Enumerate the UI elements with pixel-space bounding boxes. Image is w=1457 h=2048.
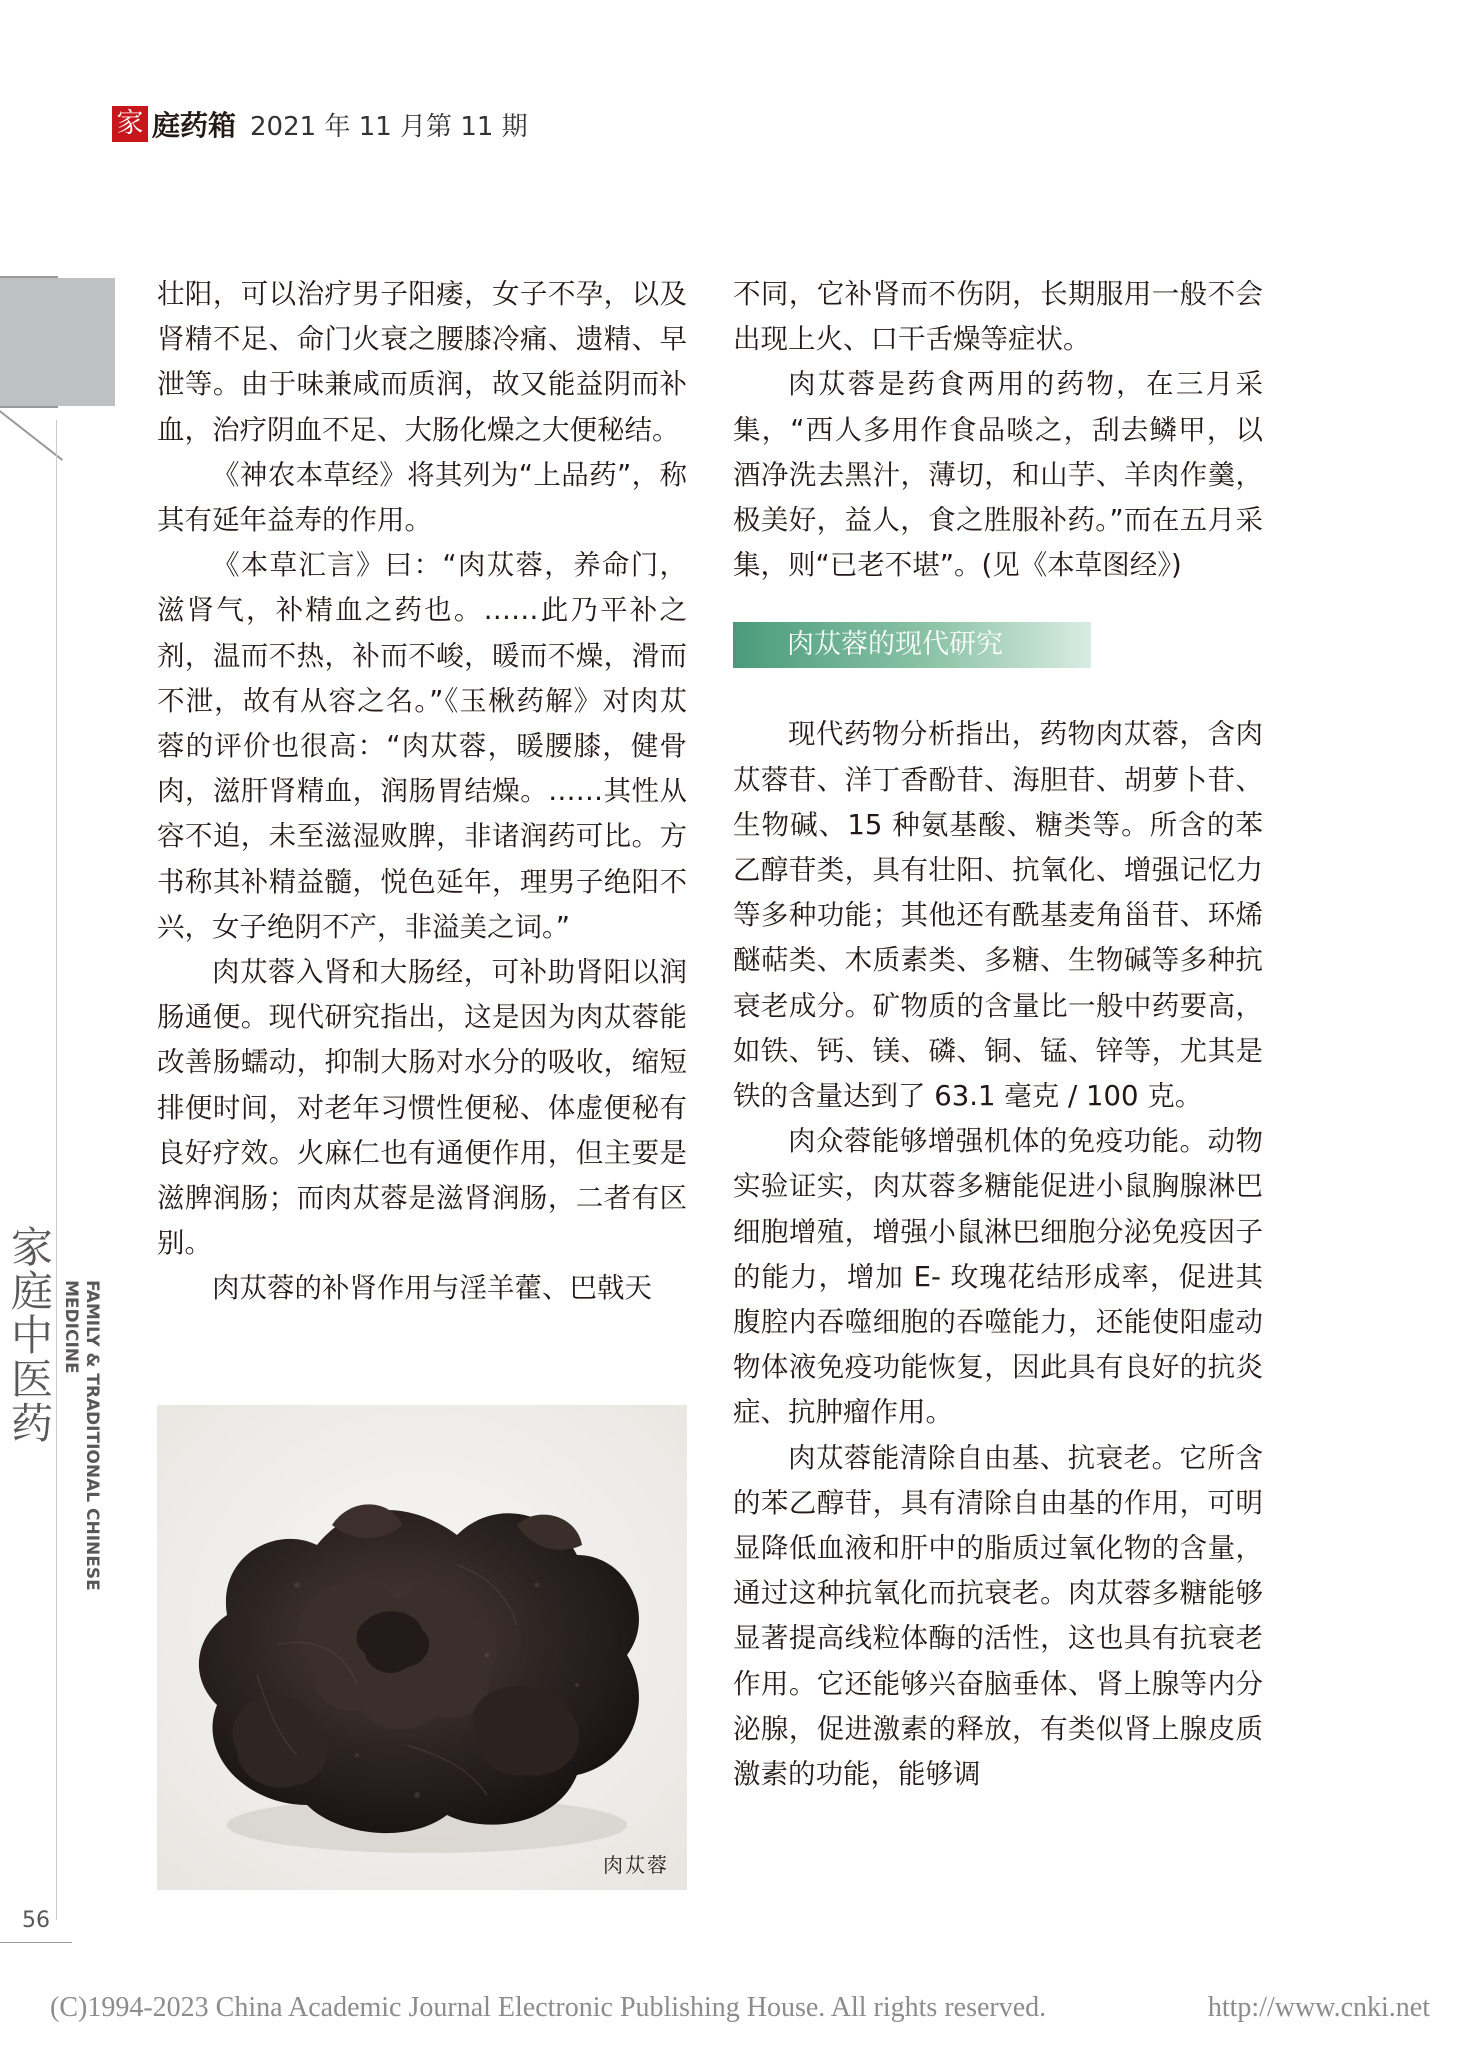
magazine-name: 庭药箱 — [152, 109, 237, 142]
left-text-column — [157, 272, 687, 1312]
section-title-chinese: 家庭中医药 — [5, 1225, 54, 1445]
paragraph: 《神农本草经》将其列为“上品药”，称其有延年益寿的作用。 — [157, 458, 687, 537]
magazine-logo-mark: 家 — [112, 106, 148, 142]
section-title-english: FAMILY & TRADITIONAL CHINESE MEDICINE — [61, 1280, 102, 1591]
side-divider-bottom — [0, 406, 58, 408]
footer-url: http://www.cnki.net — [1207, 1992, 1430, 2023]
side-tab-decoration — [0, 278, 115, 406]
dried-cistanche-slices-image — [157, 1405, 687, 1890]
side-divider-top — [0, 276, 58, 278]
section-heading: 肉苁蓉的现代研究 — [733, 622, 1091, 668]
right-text-column — [733, 272, 1263, 1797]
issue-date: 2021 年 11 月第 11 期 — [250, 111, 528, 142]
paragraph: 现代药物分析指出，药物肉苁蓉，含肉苁蓉苷、洋丁香酚苷、海胆苷、胡萝卜苷、生物碱、15 种氨基酸、糖类等。所含的苯乙醇苷类，具有壮阳、抗氧化、增强记忆力等多种功能；其他还有酰基麦角甾苷、环烯醚萜类、木质素类、多糖、生物碱等多种抗衰老成分。矿物质的含量比一般中药要高，如铁、钙、镁、磷、铜、锰、锌等，尤其是铁的含量达到了 63.1 毫克 / 100 克。 — [733, 718, 1263, 1113]
page-number-rule — [0, 1942, 72, 1943]
margin-vertical-rule — [56, 420, 57, 1920]
paragraph: 不同，它补肾而不伤阴，长期服用一般不会出现上火、口干舌燥等症状。 — [733, 278, 1263, 356]
paragraph: 壮阳，可以治疗男子阳痿，女子不孕，以及肾精不足、命门火衰之腰膝冷痛、遗精、早泄等。由于味兼咸而质润，故又能益阴而补血，治疗阴血不足、大肠化燥之大便秘结。 — [157, 278, 687, 446]
side-diagonal-line — [0, 410, 63, 461]
page-number: 56 — [22, 1908, 50, 1933]
paragraph: 《本草汇言》曰：“肉苁蓉，养命门，滋肾气，补精血之药也。……此乃平补之剂，温而不热，补而不峻，暖而不燥，滑而不泄，故有从容之名。”《玉楸药解》对肉苁蓉的评价也很高：“肉苁蓉，暖腰膝，健骨肉，滋肝肾精血，润肠胃结燥。……其性从容不迫，未至滋湿败脾，非诸润药可比。方书称其补精益髓，悦色延年，理男子绝阳不兴，女子绝阴不产，非溢美之词。” — [157, 549, 687, 943]
paragraph: 肉苁蓉是药食两用的药物，在三月采集，“西人多用作食品啖之，刮去鳞甲，以酒净洗去黑汁，薄切，和山芋、羊肉作羹，极美好，益人，食之胜服补药。”而在五月采集，则“已老不堪”。(见《本草图经》) — [733, 368, 1263, 582]
running-header — [112, 104, 528, 144]
photo-caption: 肉苁蓉 — [603, 1853, 669, 1877]
paragraph: 肉苁蓉入肾和大肠经，可补助肾阳以润肠通便。现代研究指出，这是因为肉苁蓉能改善肠蠕动，抑制大肠对水分的吸收，缩短排便时间，对老年习惯性便秘、体虚便秘有良好疗效。火麻仁也有通便作用，但主要是滋脾润肠；而肉苁蓉是滋肾润肠，二者有区别。 — [157, 956, 687, 1260]
copyright-text: (C)1994-2023 China Academic Journal Electronic Publishing House. All rights reserved. — [50, 1992, 1047, 2023]
cistanche-photo — [157, 1405, 687, 1890]
copyright-footer — [50, 1992, 1430, 2024]
paragraph: 肉苁蓉的补肾作用与淫羊藿、巴戟天 — [212, 1272, 652, 1305]
paragraph: 肉众蓉能够增强机体的免疫功能。动物实验证实，肉苁蓉多糖能促进小鼠胸腺淋巴细胞增殖，增强小鼠淋巴细胞分泌免疫因子的能力，增加 E- 玫瑰花结形成率，促进其腹腔内吞噬细胞的吞噬能力，还能使阳虚动物体液免疫功能恢复，因此具有良好的抗炎症、抗肿瘤作用。 — [733, 1125, 1263, 1429]
paragraph: 肉苁蓉能清除自由基、抗衰老。它所含的苯乙醇苷，具有清除自由基的作用，可明显降低血液和肝中的脂质过氧化物的含量，通过这种抗氧化而抗衰老。肉苁蓉多糖能够显著提高线粒体酶的活性，这也具有抗衰老作用。它还能够兴奋脑垂体、肾上腺等内分泌腺，促进激素的释放，有类似肾上腺皮质激素的功能，能够调 — [733, 1441, 1263, 1791]
